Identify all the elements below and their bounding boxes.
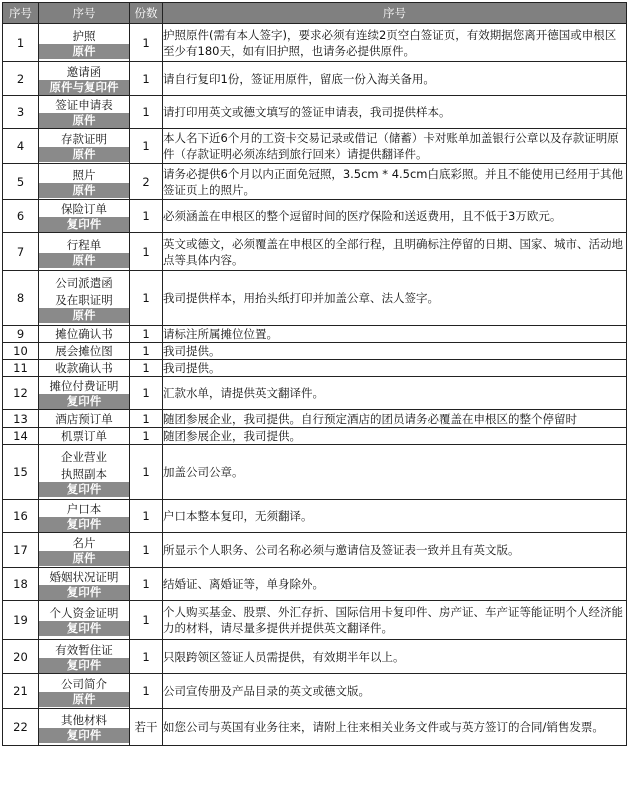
- document-name-cell: [39, 24, 130, 62]
- requirement-text: 公司宣传册及产品目录的英文或德文版。: [163, 674, 627, 709]
- document-name: 企业营业: [61, 449, 107, 464]
- row-number: 18: [3, 568, 39, 601]
- row-number: 8: [3, 271, 39, 326]
- copy-count: 2: [130, 164, 163, 200]
- copy-type-tag: 复印件: [39, 728, 129, 743]
- copy-type-tag: 原件: [39, 551, 129, 566]
- document-name: 摊位付费证明: [49, 379, 119, 393]
- table-row: [3, 360, 627, 377]
- table-row: [3, 445, 627, 500]
- row-number: 17: [3, 533, 39, 568]
- copy-count: 1: [130, 674, 163, 709]
- requirement-text: 随团参展企业，我司提供。自行预定酒店的团员请务必覆盖在申根区的整个停留时: [163, 410, 627, 428]
- row-number: 15: [3, 445, 39, 500]
- copy-type-tag: 原件: [39, 253, 129, 268]
- copy-type-tag: 原件: [39, 692, 129, 707]
- row-number: 3: [3, 96, 39, 129]
- copy-type-tag: 复印件: [39, 482, 129, 497]
- requirement-text: 请务必提供6个月以内正面免冠照，3.5cm * 4.5cm白底彩照。并且不能使用已经用于其他签证页上的照片。: [163, 164, 627, 200]
- table-row: [3, 326, 627, 343]
- requirement-text: 我司提供。: [163, 360, 627, 377]
- copy-count: 1: [130, 62, 163, 96]
- document-name: 婚姻状况证明: [49, 570, 119, 584]
- copy-count: 1: [130, 500, 163, 533]
- requirement-text: 必须涵盖在申根区的整个逗留时间的医疗保险和送返费用，且不低于3万欧元。: [163, 200, 627, 233]
- table-row: [3, 24, 627, 62]
- row-number: 11: [3, 360, 39, 377]
- document-name-cell: [39, 164, 130, 200]
- table-row: [3, 164, 627, 200]
- table-row: [3, 640, 627, 674]
- copy-type-tag: 复印件: [39, 517, 129, 532]
- table-row: [3, 410, 627, 428]
- requirement-text: 所显示个人职务、公司名称必须与邀请信及签证表一致并且有英文版。: [163, 533, 627, 568]
- copy-count: 1: [130, 377, 163, 410]
- document-name-cell: [39, 377, 130, 410]
- table-row: [3, 533, 627, 568]
- document-name-cell: [39, 200, 130, 233]
- table-row: [3, 601, 627, 640]
- requirement-text: 加盖公司公章。: [163, 445, 627, 500]
- document-name: 展会摊位图: [55, 344, 113, 358]
- requirement-text: 本人名下近6个月的工资卡交易记录或借记（储蓄）卡对账单加盖银行公章以及存款证明原件（存款证明必须冻结到旅行回来）请提供翻译件。: [163, 129, 627, 164]
- requirement-text: 请打印用英文或德文填写的签证申请表，我司提供样本。: [163, 96, 627, 129]
- requirement-text: 汇款水单，请提供英文翻译件。: [163, 377, 627, 410]
- table-row: [3, 343, 627, 360]
- header-count: 份数: [130, 3, 163, 24]
- document-name: 存款证明: [61, 132, 107, 146]
- row-number: 19: [3, 601, 39, 640]
- copy-count: 1: [130, 360, 163, 377]
- requirement-text: 只限跨领区签证人员需提供，有效期半年以上。: [163, 640, 627, 674]
- copy-count: 1: [130, 96, 163, 129]
- copy-type-tag: 原件: [39, 147, 129, 162]
- row-number: 10: [3, 343, 39, 360]
- copy-count: 若干: [130, 709, 163, 746]
- copy-type-tag: 复印件: [39, 394, 129, 409]
- copy-count: 1: [130, 200, 163, 233]
- document-name-cell: [39, 568, 130, 601]
- document-name: 名片: [72, 536, 96, 550]
- row-number: 12: [3, 377, 39, 410]
- document-name-cell: [39, 601, 130, 640]
- requirement-text: 英文或德文，必须覆盖在申根区的全部行程，且明确标注停留的日期、国家、城市、活动地点等具体内容。: [163, 233, 627, 271]
- document-table: [2, 2, 627, 746]
- copy-type-tag: 原件: [39, 183, 129, 198]
- document-name: 行程单: [66, 237, 102, 252]
- row-number: 13: [3, 410, 39, 428]
- document-name: 执照副本: [61, 466, 107, 481]
- requirement-text: 我司提供样本，用抬头纸打印并加盖公章、法人签字。: [163, 271, 627, 326]
- document-name-cell: [39, 533, 130, 568]
- row-number: 7: [3, 233, 39, 271]
- copy-count: 1: [130, 326, 163, 343]
- row-number: 20: [3, 640, 39, 674]
- copy-type-tag: 原件: [39, 44, 129, 59]
- copy-count: 1: [130, 24, 163, 62]
- document-name: 其他材料: [61, 713, 107, 727]
- table-row: [3, 62, 627, 96]
- copy-count: 1: [130, 233, 163, 271]
- document-name-cell: [39, 410, 130, 428]
- table-row: [3, 674, 627, 709]
- table-row: [3, 271, 627, 326]
- copy-type-tag: 复印件: [39, 658, 129, 673]
- header-name: 序号: [39, 3, 130, 24]
- row-number: 4: [3, 129, 39, 164]
- copy-type-tag: 原件: [39, 308, 129, 323]
- document-name-cell: [39, 343, 130, 360]
- copy-type-tag: 复印件: [39, 217, 129, 232]
- requirement-text: 结婚证、离婚证等，单身除外。: [163, 568, 627, 601]
- row-number: 2: [3, 62, 39, 96]
- document-name-cell: [39, 62, 130, 96]
- table-header-row: [3, 3, 627, 24]
- row-number: 1: [3, 24, 39, 62]
- document-name-cell: [39, 129, 130, 164]
- document-name: 签证申请表: [55, 98, 113, 112]
- document-name: 摊位确认书: [55, 327, 113, 341]
- copy-type-tag: 复印件: [39, 585, 129, 600]
- table-row: [3, 200, 627, 233]
- document-name: 个人资金证明: [49, 606, 119, 620]
- table-row: [3, 233, 627, 271]
- copy-count: 1: [130, 601, 163, 640]
- row-number: 6: [3, 200, 39, 233]
- table-row: [3, 500, 627, 533]
- row-number: 16: [3, 500, 39, 533]
- requirement-text: 我司提供。: [163, 343, 627, 360]
- row-number: 21: [3, 674, 39, 709]
- document-name: 机票订单: [61, 429, 107, 443]
- requirement-text: 随团参展企业，我司提供。: [163, 428, 627, 445]
- requirement-text: 个人购买基金、股票、外汇存折、国际信用卡复印件、房产证、车产证等能证明个人经济能力的材料，请尽量多提供并提供英文翻译件。: [163, 601, 627, 640]
- table-row: [3, 377, 627, 410]
- copy-count: 1: [130, 410, 163, 428]
- copy-count: 1: [130, 129, 163, 164]
- requirement-text: 请标注所属摊位位置。: [163, 326, 627, 343]
- document-name: 户口本: [66, 502, 102, 516]
- document-name-cell: [39, 500, 130, 533]
- requirement-text: 如您公司与英国有业务往来，请附上往来相关业务文件或与英方签订的合同/销售发票。: [163, 709, 627, 746]
- document-name-cell: [39, 428, 130, 445]
- document-name-cell: [39, 640, 130, 674]
- requirement-text: 请自行复印1份，签证用原件，留底一份入海关备用。: [163, 62, 627, 96]
- table-row: [3, 96, 627, 129]
- document-name-cell: [39, 271, 130, 326]
- document-name: 邀请函: [66, 64, 102, 79]
- table-row: [3, 129, 627, 164]
- document-name-cell: [39, 326, 130, 343]
- copy-type-tag: 原件: [39, 113, 129, 128]
- row-number: 22: [3, 709, 39, 746]
- requirement-text: 护照原件(需有本人签字)，要求必须有连续2页空白签证页，有效期据您离开德国或申根区至少有180天，如有旧护照，也请务必提供原件。: [163, 24, 627, 62]
- row-number: 5: [3, 164, 39, 200]
- copy-count: 1: [130, 640, 163, 674]
- document-name: 护照: [72, 28, 96, 43]
- copy-count: 1: [130, 445, 163, 500]
- table-row: [3, 709, 627, 746]
- document-name-cell: [39, 233, 130, 271]
- copy-type-tag: 复印件: [39, 621, 129, 636]
- copy-count: 1: [130, 271, 163, 326]
- document-name-cell: [39, 445, 130, 500]
- document-name-cell: [39, 674, 130, 709]
- document-name: 公司派遣函: [55, 275, 113, 290]
- table-row: [3, 428, 627, 445]
- table-row: [3, 568, 627, 601]
- document-name: 照片: [72, 167, 96, 182]
- document-name: 公司简介: [61, 677, 107, 691]
- document-name-cell: [39, 96, 130, 129]
- document-name: 收款确认书: [55, 361, 113, 375]
- row-number: 9: [3, 326, 39, 343]
- row-number: 14: [3, 428, 39, 445]
- requirement-text: 户口本整本复印，无须翻译。: [163, 500, 627, 533]
- document-name: 酒店预订单: [55, 411, 113, 426]
- copy-type-tag: 原件与复印件: [39, 80, 129, 95]
- copy-count: 1: [130, 533, 163, 568]
- document-name-cell: [39, 360, 130, 377]
- header-no: 序号: [3, 3, 39, 24]
- document-name: 有效暂住证: [55, 642, 113, 657]
- document-name: 及在职证明: [55, 292, 113, 307]
- document-name-cell: [39, 709, 130, 746]
- header-desc: 序号: [163, 3, 627, 24]
- copy-count: 1: [130, 568, 163, 601]
- copy-count: 1: [130, 428, 163, 445]
- document-name: 保险订单: [61, 202, 107, 216]
- copy-count: 1: [130, 343, 163, 360]
